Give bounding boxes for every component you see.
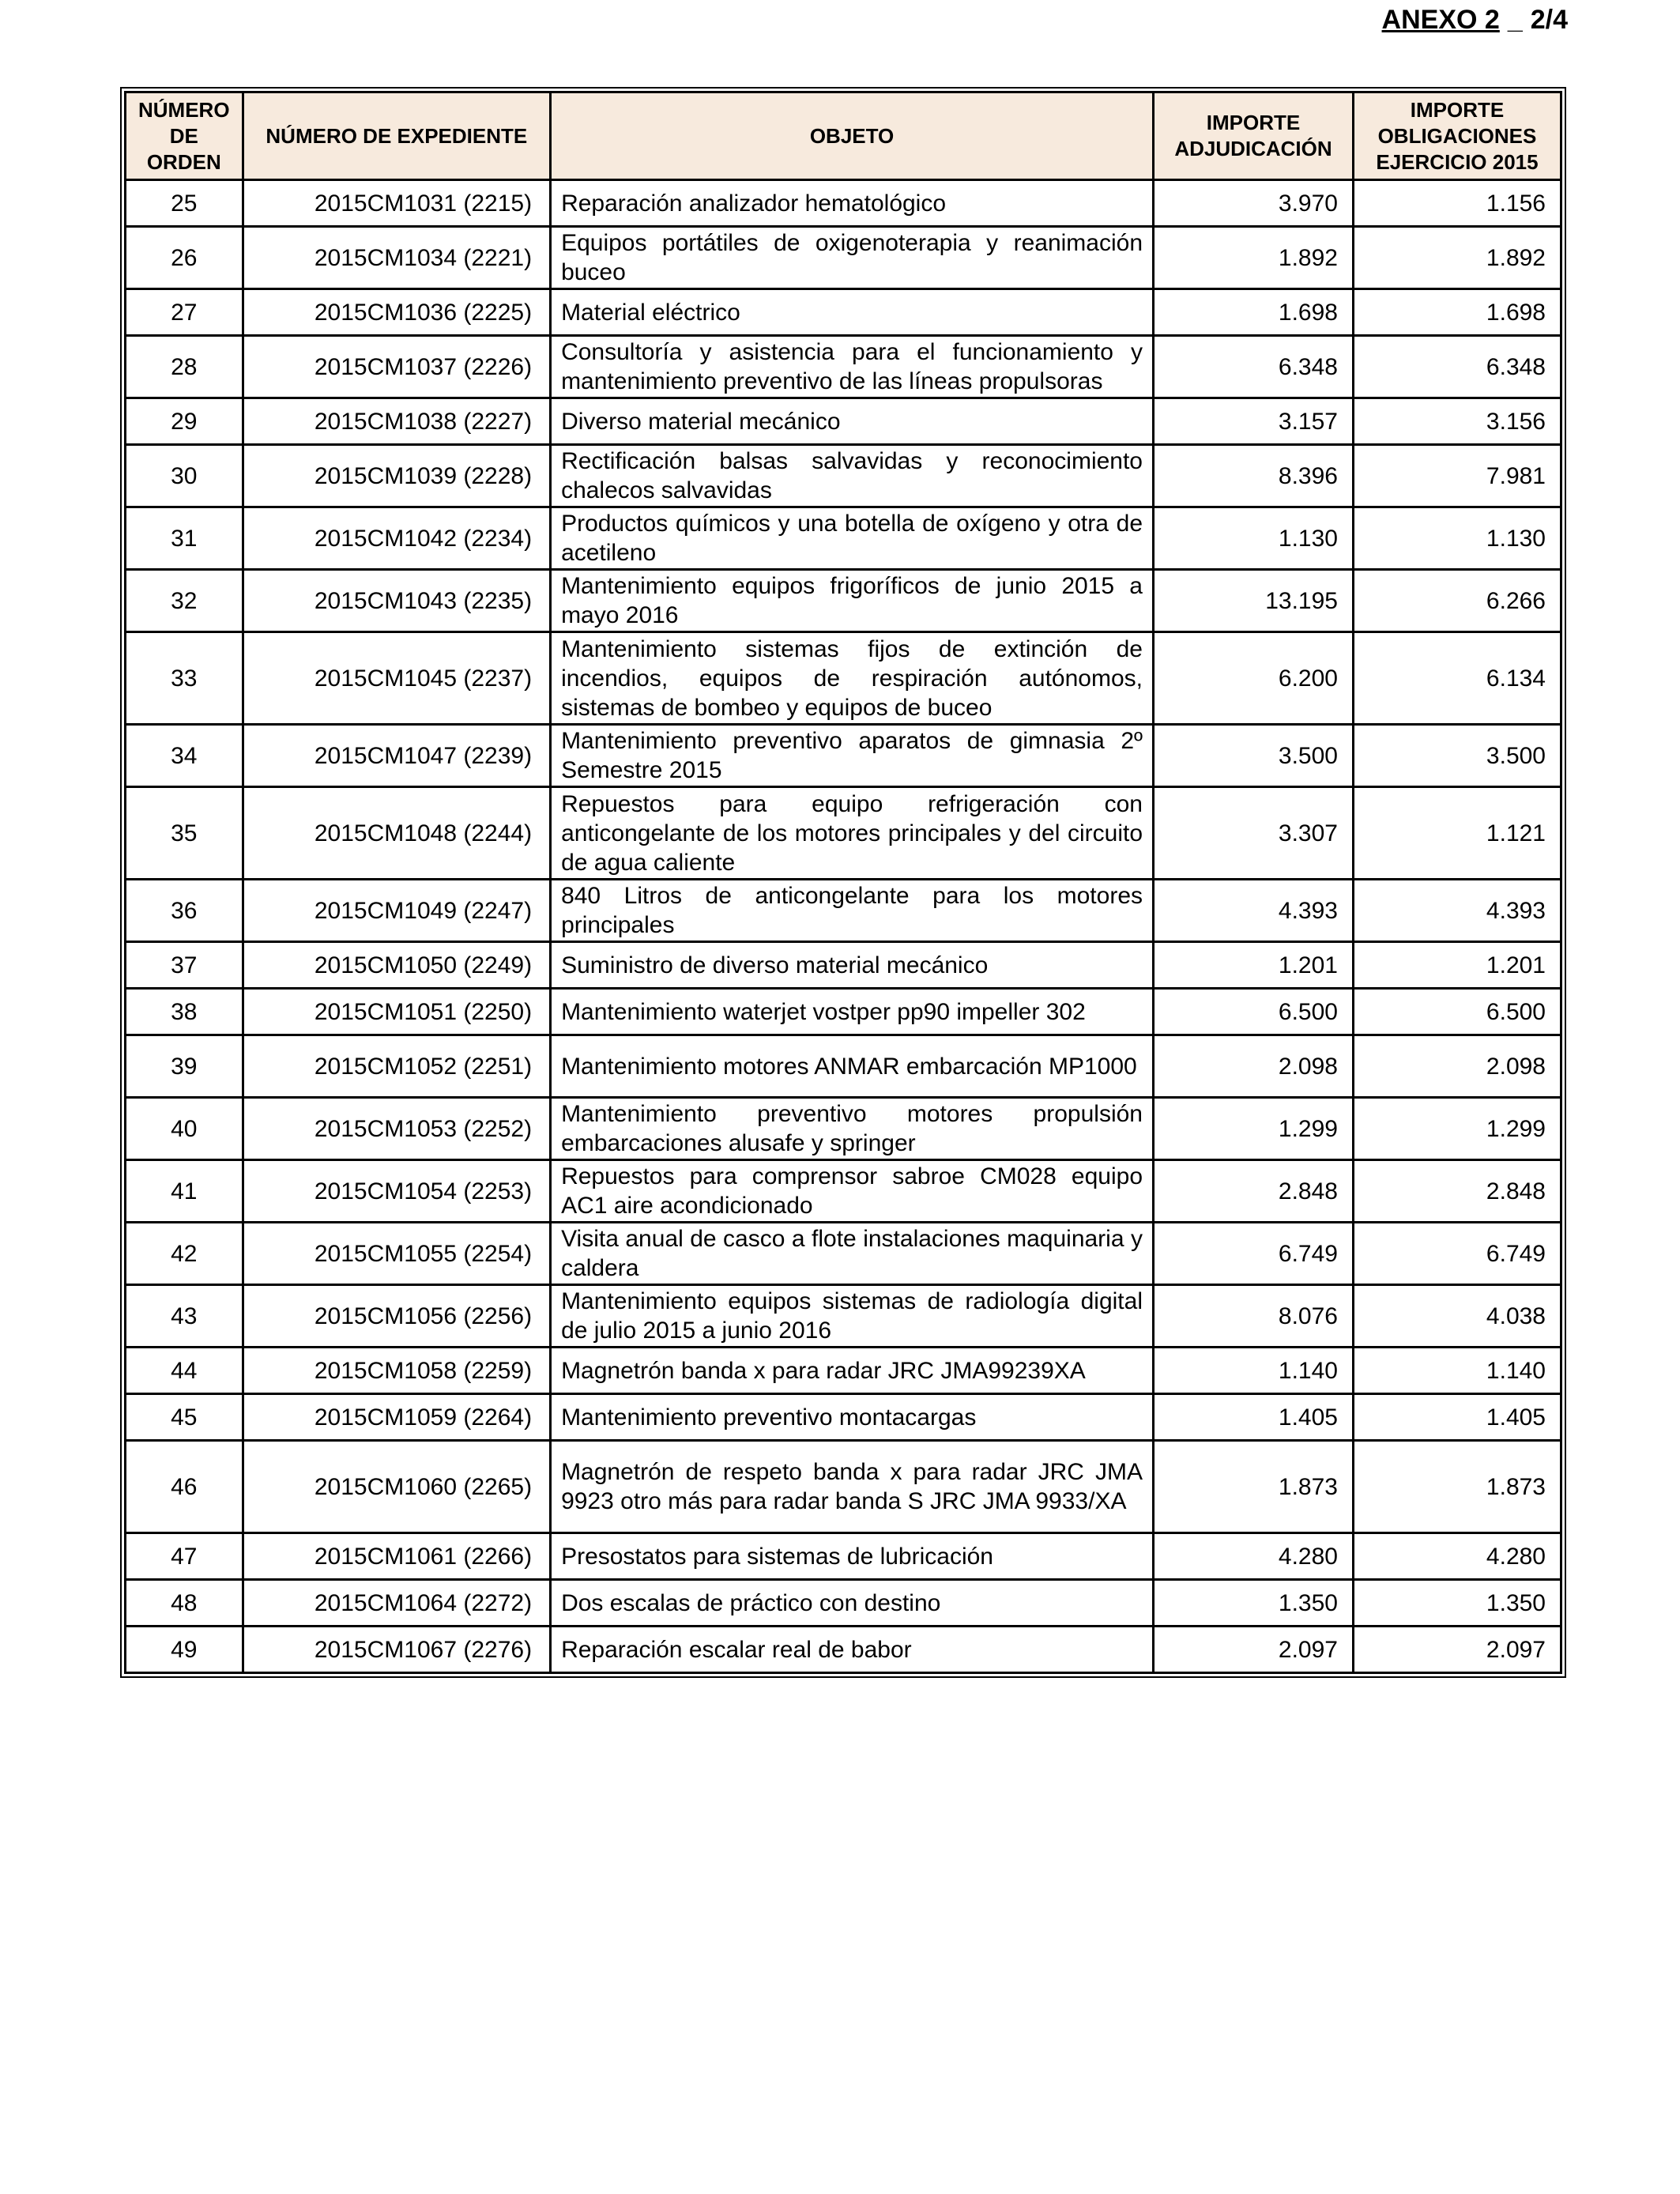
cell-orden: 26	[126, 227, 243, 289]
cell-expediente: 2015CM1042 (2234)	[243, 507, 551, 570]
cell-expediente: 2015CM1034 (2221)	[243, 227, 551, 289]
table-row	[126, 1394, 1561, 1441]
cell-importe-obligaciones: 1.130	[1353, 507, 1561, 570]
contracts-table-frame	[120, 87, 1566, 1678]
cell-importe-adjudicacion: 1.201	[1154, 942, 1354, 989]
cell-importe-adjudicacion: 8.396	[1154, 445, 1354, 507]
cell-orden: 30	[126, 445, 243, 507]
cell-importe-obligaciones: 4.038	[1353, 1285, 1561, 1348]
cell-objeto: Equipos portátiles de oxigenoterapia y reanimación buceo	[551, 227, 1154, 289]
cell-importe-adjudicacion: 3.970	[1154, 180, 1354, 227]
cell-importe-obligaciones: 1.299	[1353, 1098, 1561, 1160]
table-row	[126, 1580, 1561, 1627]
cell-objeto: Suministro de diverso material mecánico	[551, 942, 1154, 989]
cell-importe-obligaciones: 2.098	[1353, 1035, 1561, 1098]
cell-importe-obligaciones: 1.873	[1353, 1441, 1561, 1533]
cell-expediente: 2015CM1047 (2239)	[243, 725, 551, 787]
cell-importe-obligaciones: 6.500	[1353, 989, 1561, 1035]
cell-objeto: 840 Litros de anticongelante para los motores principales	[551, 880, 1154, 942]
cell-orden: 40	[126, 1098, 243, 1160]
cell-objeto: Reparación escalar real de babor	[551, 1627, 1154, 1673]
table-row	[126, 1285, 1561, 1348]
table-header-row	[126, 92, 1561, 180]
cell-importe-obligaciones: 6.266	[1353, 570, 1561, 632]
cell-objeto: Reparación analizador hematológico	[551, 180, 1154, 227]
cell-orden: 36	[126, 880, 243, 942]
cell-objeto: Consultoría y asistencia para el funcionamiento y mantenimiento preventivo de las líneas propulsoras	[551, 336, 1154, 398]
cell-importe-obligaciones: 4.280	[1353, 1533, 1561, 1580]
cell-importe-obligaciones: 4.393	[1353, 880, 1561, 942]
cell-objeto: Magnetrón de respeto banda x para radar JRC JMA 9923 otro más para radar banda S JRC JMA 9933/XA	[551, 1441, 1154, 1533]
cell-importe-adjudicacion: 2.848	[1154, 1160, 1354, 1223]
table-row	[126, 180, 1561, 227]
table-row	[126, 1098, 1561, 1160]
cell-objeto: Mantenimiento equipos frigoríficos de junio 2015 a mayo 2016	[551, 570, 1154, 632]
cell-expediente: 2015CM1056 (2256)	[243, 1285, 551, 1348]
cell-expediente: 2015CM1039 (2228)	[243, 445, 551, 507]
cell-orden: 45	[126, 1394, 243, 1441]
cell-importe-obligaciones: 1.350	[1353, 1580, 1561, 1627]
cell-importe-adjudicacion: 1.405	[1154, 1394, 1354, 1441]
cell-importe-adjudicacion: 4.280	[1154, 1533, 1354, 1580]
table-row	[126, 787, 1561, 880]
col-header-expediente: NÚMERO DE EXPEDIENTE	[243, 92, 551, 180]
cell-importe-adjudicacion: 1.299	[1154, 1098, 1354, 1160]
cell-expediente: 2015CM1055 (2254)	[243, 1223, 551, 1285]
cell-expediente: 2015CM1061 (2266)	[243, 1533, 551, 1580]
col-header-orden: NÚMERO DE ORDEN	[126, 92, 243, 180]
cell-importe-adjudicacion: 2.097	[1154, 1627, 1354, 1673]
cell-importe-adjudicacion: 1.892	[1154, 227, 1354, 289]
page-number: 2/4	[1530, 5, 1568, 35]
table-row	[126, 1348, 1561, 1394]
cell-expediente: 2015CM1043 (2235)	[243, 570, 551, 632]
cell-importe-obligaciones: 2.097	[1353, 1627, 1561, 1673]
table-row	[126, 942, 1561, 989]
cell-objeto: Mantenimiento waterjet vostper pp90 impeller 302	[551, 989, 1154, 1035]
cell-importe-obligaciones: 1.140	[1353, 1348, 1561, 1394]
cell-importe-obligaciones: 7.981	[1353, 445, 1561, 507]
cell-expediente: 2015CM1067 (2276)	[243, 1627, 551, 1673]
cell-orden: 33	[126, 632, 243, 725]
cell-importe-adjudicacion: 3.307	[1154, 787, 1354, 880]
cell-importe-obligaciones: 1.201	[1353, 942, 1561, 989]
cell-expediente: 2015CM1050 (2249)	[243, 942, 551, 989]
cell-expediente: 2015CM1052 (2251)	[243, 1035, 551, 1098]
annex-label: ANEXO 2	[1381, 5, 1500, 35]
table-row	[126, 570, 1561, 632]
cell-orden: 29	[126, 398, 243, 445]
cell-orden: 48	[126, 1580, 243, 1627]
header-separator: _	[1507, 5, 1523, 35]
cell-importe-adjudicacion: 3.500	[1154, 725, 1354, 787]
cell-expediente: 2015CM1036 (2225)	[243, 289, 551, 336]
cell-importe-adjudicacion: 6.348	[1154, 336, 1354, 398]
table-row	[126, 725, 1561, 787]
cell-orden: 49	[126, 1627, 243, 1673]
cell-orden: 44	[126, 1348, 243, 1394]
cell-orden: 46	[126, 1441, 243, 1533]
cell-expediente: 2015CM1037 (2226)	[243, 336, 551, 398]
cell-orden: 42	[126, 1223, 243, 1285]
cell-orden: 27	[126, 289, 243, 336]
table-row	[126, 1627, 1561, 1673]
table-row	[126, 1035, 1561, 1098]
page-header	[1382, 5, 1568, 36]
cell-importe-adjudicacion: 1.698	[1154, 289, 1354, 336]
table-row	[126, 632, 1561, 725]
cell-orden: 31	[126, 507, 243, 570]
cell-orden: 35	[126, 787, 243, 880]
table-row	[126, 880, 1561, 942]
cell-importe-obligaciones: 6.348	[1353, 336, 1561, 398]
table-row	[126, 336, 1561, 398]
cell-importe-adjudicacion: 6.200	[1154, 632, 1354, 725]
cell-objeto: Magnetrón banda x para radar JRC JMA99239XA	[551, 1348, 1154, 1394]
cell-expediente: 2015CM1045 (2237)	[243, 632, 551, 725]
cell-orden: 41	[126, 1160, 243, 1223]
cell-orden: 43	[126, 1285, 243, 1348]
cell-objeto: Diverso material mecánico	[551, 398, 1154, 445]
cell-orden: 47	[126, 1533, 243, 1580]
cell-orden: 32	[126, 570, 243, 632]
cell-importe-adjudicacion: 2.098	[1154, 1035, 1354, 1098]
cell-importe-obligaciones: 3.500	[1353, 725, 1561, 787]
cell-importe-obligaciones: 1.405	[1353, 1394, 1561, 1441]
cell-orden: 38	[126, 989, 243, 1035]
cell-expediente: 2015CM1059 (2264)	[243, 1394, 551, 1441]
cell-orden: 37	[126, 942, 243, 989]
cell-importe-adjudicacion: 3.157	[1154, 398, 1354, 445]
table-row	[126, 1223, 1561, 1285]
cell-orden: 39	[126, 1035, 243, 1098]
cell-orden: 34	[126, 725, 243, 787]
table-row	[126, 1533, 1561, 1580]
contracts-table	[124, 91, 1562, 1674]
cell-objeto: Mantenimiento equipos sistemas de radiología digital de julio 2015 a junio 2016	[551, 1285, 1154, 1348]
cell-objeto: Repuestos para equipo refrigeración con anticongelante de los motores principales y del circuito de agua caliente	[551, 787, 1154, 880]
cell-importe-obligaciones: 1.156	[1353, 180, 1561, 227]
cell-objeto: Visita anual de casco a flote instalaciones maquinaria y caldera	[551, 1223, 1154, 1285]
cell-importe-adjudicacion: 13.195	[1154, 570, 1354, 632]
cell-importe-adjudicacion: 6.749	[1154, 1223, 1354, 1285]
cell-objeto: Rectificación balsas salvavidas y reconocimiento chalecos salvavidas	[551, 445, 1154, 507]
cell-importe-adjudicacion: 1.140	[1154, 1348, 1354, 1394]
cell-importe-obligaciones: 6.134	[1353, 632, 1561, 725]
cell-importe-adjudicacion: 1.873	[1154, 1441, 1354, 1533]
col-header-objeto: OBJETO	[551, 92, 1154, 180]
cell-importe-obligaciones: 3.156	[1353, 398, 1561, 445]
col-header-importe-adjudicacion: IMPORTE ADJUDICACIÓN	[1154, 92, 1354, 180]
table-row	[126, 1441, 1561, 1533]
table-row	[126, 289, 1561, 336]
col-header-importe-obligaciones: IMPORTE OBLIGACIONES EJERCICIO 2015	[1353, 92, 1561, 180]
cell-expediente: 2015CM1060 (2265)	[243, 1441, 551, 1533]
cell-expediente: 2015CM1058 (2259)	[243, 1348, 551, 1394]
cell-objeto: Repuestos para comprensor sabroe CM028 equipo AC1 aire acondicionado	[551, 1160, 1154, 1223]
cell-importe-obligaciones: 2.848	[1353, 1160, 1561, 1223]
cell-objeto: Dos escalas de práctico con destino	[551, 1580, 1154, 1627]
cell-importe-adjudicacion: 4.393	[1154, 880, 1354, 942]
cell-objeto: Mantenimiento motores ANMAR embarcación MP1000	[551, 1035, 1154, 1098]
cell-objeto: Productos químicos y una botella de oxígeno y otra de acetileno	[551, 507, 1154, 570]
cell-orden: 28	[126, 336, 243, 398]
table-row	[126, 1160, 1561, 1223]
cell-expediente: 2015CM1031 (2215)	[243, 180, 551, 227]
table-row	[126, 227, 1561, 289]
cell-importe-obligaciones: 6.749	[1353, 1223, 1561, 1285]
cell-orden: 25	[126, 180, 243, 227]
cell-expediente: 2015CM1054 (2253)	[243, 1160, 551, 1223]
cell-objeto: Mantenimiento preventivo montacargas	[551, 1394, 1154, 1441]
cell-importe-adjudicacion: 1.350	[1154, 1580, 1354, 1627]
cell-importe-adjudicacion: 8.076	[1154, 1285, 1354, 1348]
cell-expediente: 2015CM1064 (2272)	[243, 1580, 551, 1627]
cell-importe-adjudicacion: 1.130	[1154, 507, 1354, 570]
cell-expediente: 2015CM1038 (2227)	[243, 398, 551, 445]
cell-expediente: 2015CM1049 (2247)	[243, 880, 551, 942]
table-row	[126, 989, 1561, 1035]
cell-objeto: Material eléctrico	[551, 289, 1154, 336]
cell-objeto: Mantenimiento sistemas fijos de extinción de incendios, equipos de respiración autónomos, sistemas de bombeo y equipos de buceo	[551, 632, 1154, 725]
table-row	[126, 445, 1561, 507]
table-row	[126, 507, 1561, 570]
cell-importe-obligaciones: 1.892	[1353, 227, 1561, 289]
cell-importe-obligaciones: 1.121	[1353, 787, 1561, 880]
cell-objeto: Mantenimiento preventivo motores propulsión embarcaciones alusafe y springer	[551, 1098, 1154, 1160]
cell-importe-obligaciones: 1.698	[1353, 289, 1561, 336]
table-row	[126, 398, 1561, 445]
cell-objeto: Presostatos para sistemas de lubricación	[551, 1533, 1154, 1580]
cell-importe-adjudicacion: 6.500	[1154, 989, 1354, 1035]
cell-expediente: 2015CM1048 (2244)	[243, 787, 551, 880]
cell-objeto: Mantenimiento preventivo aparatos de gimnasia 2º Semestre 2015	[551, 725, 1154, 787]
cell-expediente: 2015CM1053 (2252)	[243, 1098, 551, 1160]
cell-expediente: 2015CM1051 (2250)	[243, 989, 551, 1035]
